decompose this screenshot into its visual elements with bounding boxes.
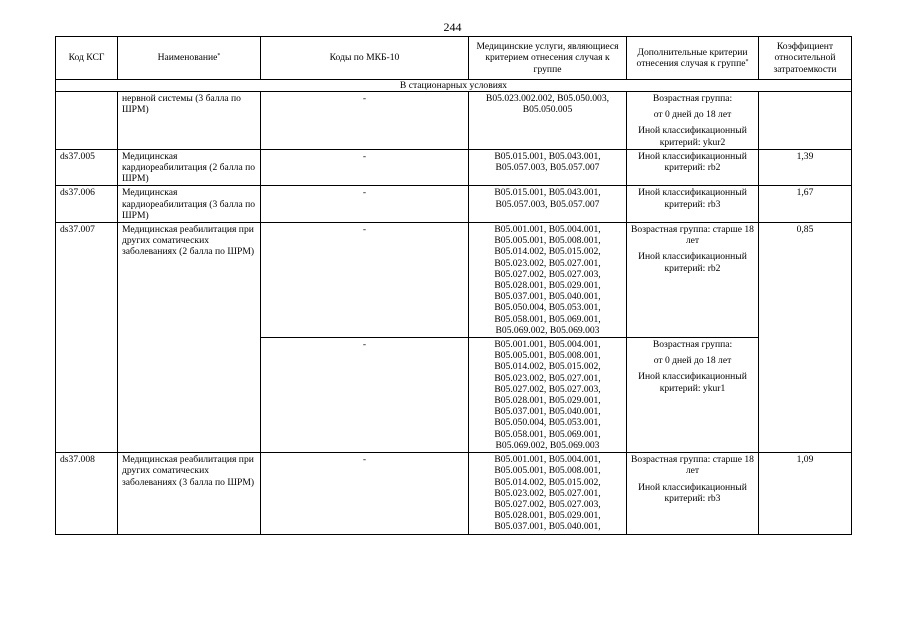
header-services: Медицинские услуги, являющиеся критерием отнесения случая к группе: [469, 37, 627, 80]
header-name: [118, 37, 261, 80]
criteria-line: Иной классификационный критерий: ykur2: [638, 125, 747, 148]
cell-services: B05.001.001, B05.004.001, B05.005.001, B05.008.001, B05.014.002, B05.015.002, B05.023.002, B05.027.001, B05.027.002, B05.027.003, B05.028.001, B05.029.001, B05.037.001, B05.040.001, B05.050.004, B05.053.001, B05.058.001, B05.069.001, B05.069.002, B05.069.003: [469, 338, 627, 453]
cell-coef: [759, 92, 852, 150]
cell-services: B05.001.001, B05.004.001, B05.005.001, B05.008.001, B05.014.002, B05.015.002, B05.023.002, B05.027.001, B05.027.002, B05.027.003, B05.028.001, B05.029.001, B05.037.001, B05.040.001,: [469, 453, 627, 534]
header-criteria-label: Дополнительные критерии отнесения случая к группе: [636, 46, 748, 69]
cell-coef: 1,67: [759, 186, 852, 223]
cell-criteria: [627, 149, 759, 186]
header-name-footnote-mark: *: [217, 53, 221, 60]
cell-mkb: -: [261, 92, 469, 150]
cell-name: Медицинская реабилитация при других соматических заболеваниях (3 балла по ШРМ): [118, 453, 261, 534]
criteria-line: Возрастная группа:: [652, 93, 733, 104]
cell-mkb: -: [261, 453, 469, 534]
cell-code: [56, 92, 118, 150]
cell-name: Медицинская кардиореабилитация (3 балла по ШРМ): [118, 186, 261, 223]
header-mkb: Коды по МКБ-10: [261, 37, 469, 80]
cell-code: ds37.005: [56, 149, 118, 186]
cell-services: B05.023.002.002, B05.050.003, B05.050.005: [469, 92, 627, 150]
cell-name: Медицинская кардиореабилитация (2 балла по ШРМ): [118, 149, 261, 186]
cell-code: ds37.006: [56, 186, 118, 223]
criteria-line: от 0 дней до 18 лет: [653, 109, 732, 121]
cell-services: B05.015.001, B05.043.001, B05.057.003, B05.057.007: [469, 186, 627, 223]
criteria-line: Возрастная группа: старше 18 лет: [631, 224, 754, 247]
header-criteria-footnote-mark: *: [745, 59, 749, 65]
section-title: В стационарных условиях: [56, 80, 852, 92]
cell-services: B05.015.001, B05.043.001, B05.057.003, B05.057.007: [469, 149, 627, 186]
cell-mkb: -: [261, 223, 469, 338]
table-header-row: [56, 37, 852, 80]
header-coef: Коэффициент относительной затратоемкости: [759, 37, 852, 80]
cell-coef: 1,39: [759, 149, 852, 186]
criteria-line: от 0 дней до 18 лет: [653, 355, 732, 367]
criteria-line: Иной классификационный критерий: rb2: [638, 150, 747, 174]
cell-criteria: [627, 453, 759, 534]
criteria-line: Иной классификационный критерий: rb2: [638, 251, 747, 274]
criteria-line: Иной классификационный критерий: rb3: [638, 187, 747, 210]
header-code: Код КСГ: [56, 37, 118, 80]
table-row: [56, 223, 852, 338]
criteria-line: Иной классификационный критерий: rb3: [638, 481, 747, 504]
table-row: [56, 149, 852, 186]
section-row: [56, 80, 852, 92]
table-row: [56, 186, 852, 223]
header-criteria: [627, 37, 759, 80]
header-name-label: Наименование: [157, 52, 218, 64]
cell-coef: 1,09: [759, 453, 852, 534]
cell-criteria: [627, 223, 759, 338]
cell-criteria: [627, 338, 759, 453]
table-row: [56, 453, 852, 534]
cell-criteria: [627, 186, 759, 223]
cell-services: B05.001.001, B05.004.001, B05.005.001, B05.008.001, B05.014.002, B05.015.002, B05.023.002, B05.027.001, B05.027.002, B05.027.003, B05.028.001, B05.029.001, B05.037.001, B05.040.001, B05.050.004, B05.053.001, B05.058.001, B05.069.001, B05.069.002, B05.069.003: [469, 223, 627, 338]
cell-code: ds37.007: [56, 223, 118, 453]
cell-mkb: -: [261, 338, 469, 453]
criteria-line: Возрастная группа:: [652, 339, 733, 351]
cell-mkb: -: [261, 186, 469, 223]
cell-mkb: -: [261, 149, 469, 186]
cell-name: нервной системы (3 балла по ШРМ): [118, 92, 261, 150]
criteria-line: Иной классификационный критерий: ykur1: [638, 371, 747, 394]
criteria-line: Возрастная группа: старше 18 лет: [631, 454, 754, 477]
cell-code: ds37.008: [56, 453, 118, 534]
table-row: [56, 92, 852, 150]
cell-criteria: [627, 92, 759, 150]
cell-name: Медицинская реабилитация при других соматических заболеваниях (2 балла по ШРМ): [118, 223, 261, 453]
cell-coef: 0,85: [759, 223, 852, 453]
ksg-table: [55, 36, 852, 535]
page-number: 244: [443, 20, 462, 34]
